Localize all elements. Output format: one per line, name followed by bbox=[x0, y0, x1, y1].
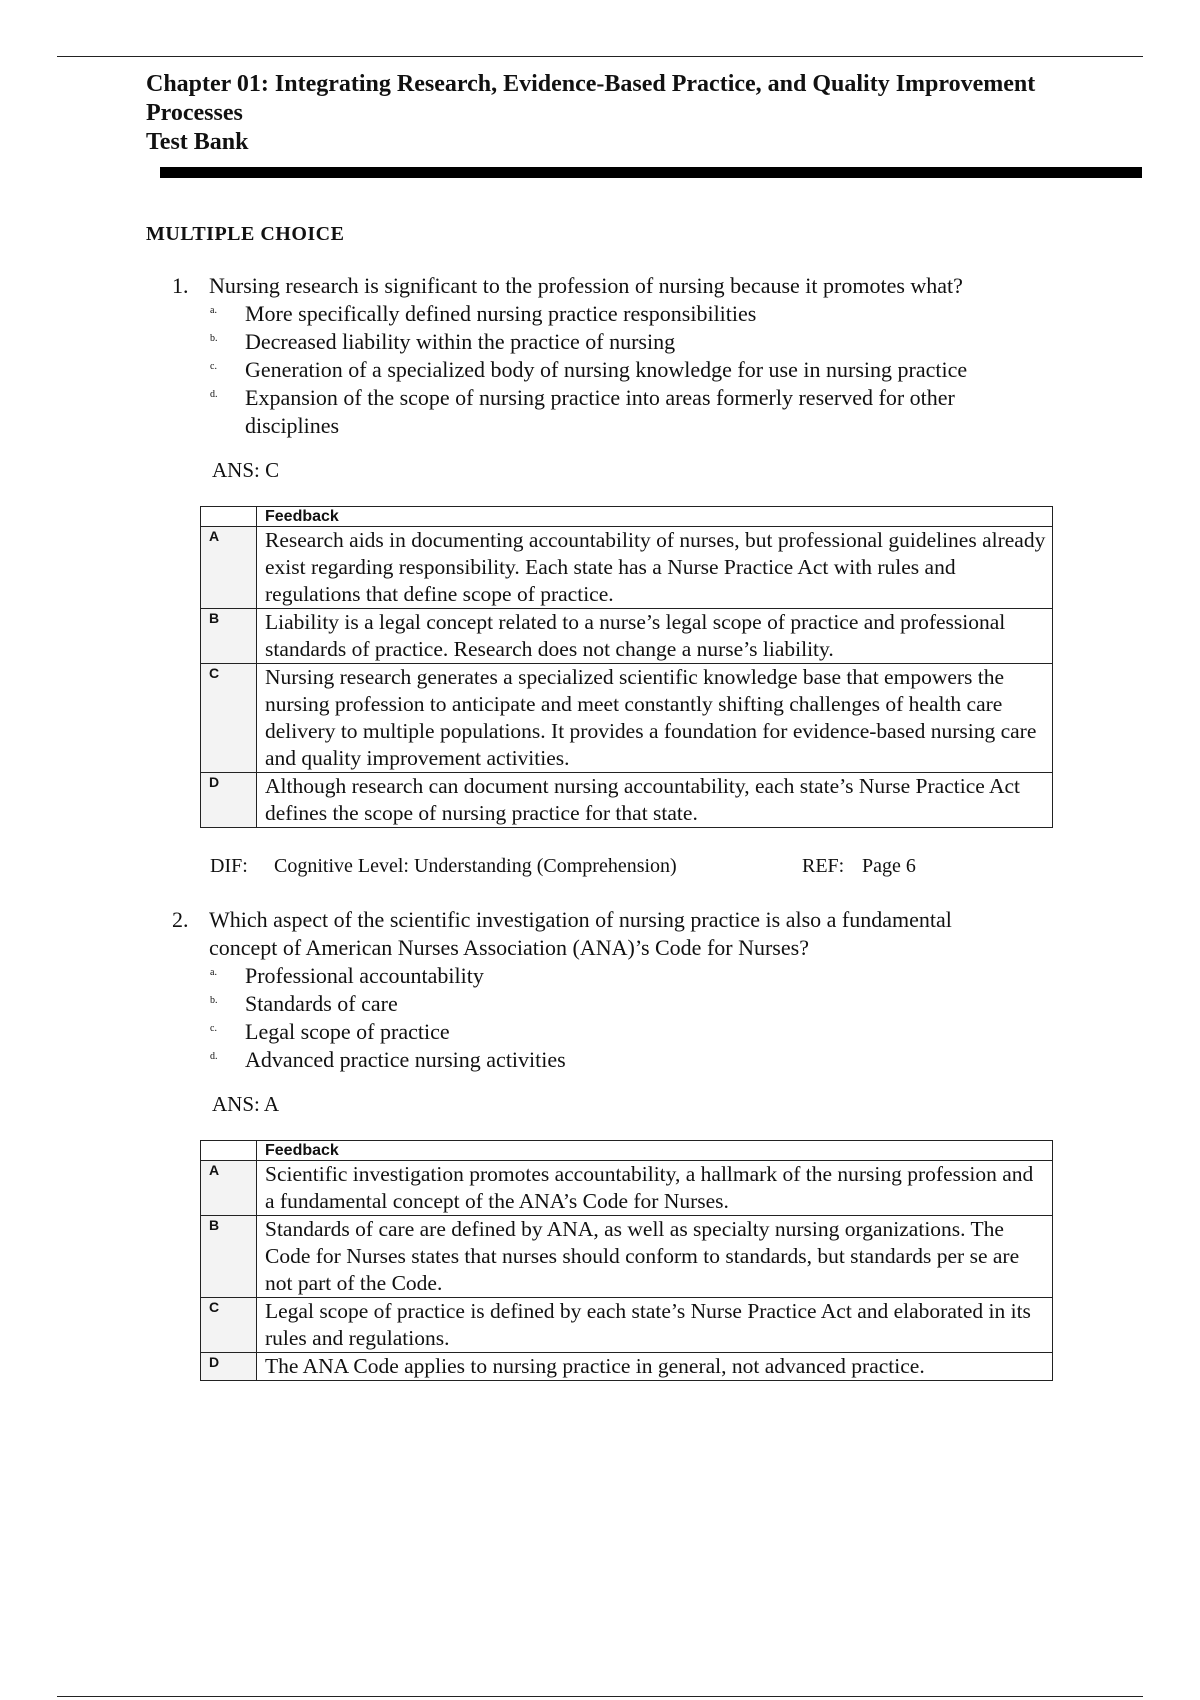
feedback-row bbox=[201, 664, 1053, 773]
feedback-letter: C bbox=[201, 1298, 257, 1353]
option-d bbox=[146, 1046, 995, 1074]
feedback-corner-cell bbox=[201, 1141, 257, 1161]
document-page bbox=[146, 70, 1142, 1381]
feedback-letter: D bbox=[201, 773, 257, 828]
question-stem bbox=[146, 906, 1019, 962]
feedback-text: Nursing research generates a specialized scientific knowledge base that empowers the nursing profession to anticipate and meet constantly shifting challenges of health care delivery to multiple populations. It provides a foundation for evidence-based nursing care and quality improvement activities. bbox=[257, 664, 1053, 773]
top-rule bbox=[57, 56, 1143, 57]
option-letter: d. bbox=[210, 1051, 218, 1062]
question-stem bbox=[146, 272, 1142, 300]
feedback-text: Legal scope of practice is defined by each state’s Nurse Practice Act and elaborated in its rules and regulations. bbox=[257, 1298, 1053, 1353]
option-letter: c. bbox=[210, 361, 217, 372]
feedback-row bbox=[201, 1161, 1053, 1216]
question-number: 1. bbox=[172, 273, 189, 298]
feedback-header-row bbox=[201, 1141, 1053, 1161]
option-text: Professional accountability bbox=[245, 963, 484, 988]
feedback-table bbox=[200, 506, 1053, 828]
feedback-row bbox=[201, 773, 1053, 828]
option-letter: c. bbox=[210, 1023, 217, 1034]
feedback-letter: A bbox=[201, 527, 257, 609]
question-text: Nursing research is significant to the profession of nursing because it promotes what? bbox=[209, 273, 963, 298]
question-metadata bbox=[210, 852, 1142, 880]
option-text: Generation of a specialized body of nursing knowledge for use in nursing practice bbox=[245, 357, 968, 382]
feedback-text: The ANA Code applies to nursing practice in general, not advanced practice. bbox=[257, 1353, 1053, 1381]
option-letter: a. bbox=[210, 967, 217, 978]
reference-label: REF: bbox=[802, 855, 845, 877]
option-c bbox=[146, 1018, 995, 1046]
option-text: Standards of care bbox=[245, 991, 398, 1016]
difficulty-label: DIF: bbox=[210, 855, 248, 877]
document-subtitle: Test Bank bbox=[146, 129, 249, 155]
answer-options bbox=[146, 300, 1142, 440]
feedback-text: Scientific investigation promotes accountability, a hallmark of the nursing profession and a fundamental concept of the ANA’s Code for Nurses. bbox=[257, 1161, 1053, 1216]
option-text: Expansion of the scope of nursing practice into areas formerly reserved for other disciplines bbox=[245, 385, 955, 438]
answer-key: ANS: C bbox=[212, 458, 280, 482]
reference-value: Page 6 bbox=[862, 855, 916, 877]
feedback-row bbox=[201, 1353, 1053, 1381]
feedback-text: Research aids in documenting accountability of nurses, but professional guidelines already exist regarding responsibility. Each state has a Nurse Practice Act with rules and regulations that define scope of practice. bbox=[257, 527, 1053, 609]
feedback-corner-cell bbox=[201, 507, 257, 527]
option-text: More specifically defined nursing practice responsibilities bbox=[245, 301, 757, 326]
question-2 bbox=[146, 906, 1142, 1381]
option-text: Decreased liability within the practice of nursing bbox=[245, 329, 676, 354]
feedback-letter: D bbox=[201, 1353, 257, 1381]
question-1 bbox=[146, 272, 1142, 880]
feedback-letter: A bbox=[201, 1161, 257, 1216]
option-letter: d. bbox=[210, 389, 218, 400]
feedback-header-row bbox=[201, 507, 1053, 527]
bottom-rule bbox=[57, 1696, 1143, 1697]
feedback-header: Feedback bbox=[257, 1141, 1053, 1161]
option-d bbox=[146, 384, 965, 440]
chapter-title: Chapter 01: Integrating Research, Evidence-Based Practice, and Quality Improvement Processes bbox=[146, 71, 1036, 126]
option-text: Legal scope of practice bbox=[245, 1019, 450, 1044]
question-text: Which aspect of the scientific investigation of nursing practice is also a fundamental concept of American Nurses Association (ANA)’s Code for Nurses? bbox=[209, 907, 952, 960]
section-heading: MULTIPLE CHOICE bbox=[146, 223, 345, 245]
option-letter: b. bbox=[210, 333, 218, 344]
feedback-text: Although research can document nursing accountability, each state’s Nurse Practice Act defines the scope of nursing practice for that state. bbox=[257, 773, 1053, 828]
title-divider bbox=[160, 167, 1142, 178]
feedback-row bbox=[201, 1298, 1053, 1353]
feedback-text: Standards of care are defined by ANA, as well as specialty nursing organizations. The Code for Nurses states that nurses should conform to standards, but standards per se are not part of the Code. bbox=[257, 1216, 1053, 1298]
feedback-letter: B bbox=[201, 609, 257, 664]
feedback-text: Liability is a legal concept related to a nurse’s legal scope of practice and professional standards of practice. Research does not change a nurse’s liability. bbox=[257, 609, 1053, 664]
option-a bbox=[146, 300, 995, 328]
feedback-table bbox=[200, 1140, 1053, 1381]
feedback-row bbox=[201, 609, 1053, 664]
question-number: 2. bbox=[172, 907, 189, 932]
option-text: Advanced practice nursing activities bbox=[245, 1047, 566, 1072]
option-c bbox=[146, 356, 1045, 384]
feedback-row bbox=[201, 1216, 1053, 1298]
feedback-letter: C bbox=[201, 664, 257, 773]
option-a bbox=[146, 962, 995, 990]
feedback-header: Feedback bbox=[257, 507, 1053, 527]
option-letter: b. bbox=[210, 995, 218, 1006]
feedback-letter: B bbox=[201, 1216, 257, 1298]
option-letter: a. bbox=[210, 305, 217, 316]
difficulty-value: Cognitive Level: Understanding (Comprehension) bbox=[274, 855, 677, 877]
feedback-row bbox=[201, 527, 1053, 609]
answer-key: ANS: A bbox=[212, 1092, 280, 1116]
answer-options bbox=[146, 962, 1142, 1074]
option-b bbox=[146, 990, 995, 1018]
option-b bbox=[146, 328, 995, 356]
